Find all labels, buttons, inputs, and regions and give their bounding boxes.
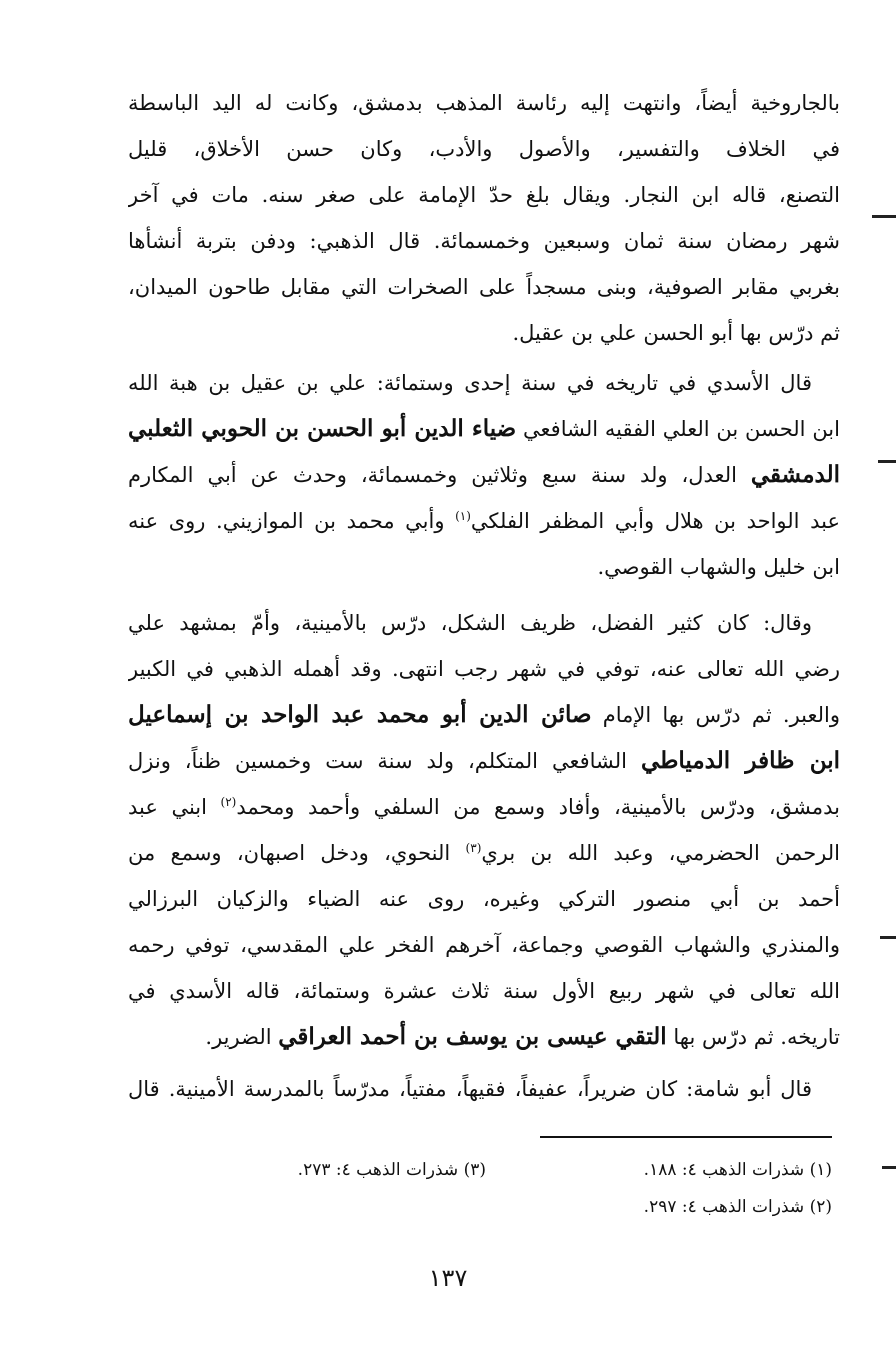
- text-line: [128, 784, 840, 830]
- text-segment: والعبر. ثم درّس بها الإمام: [591, 703, 840, 727]
- text-segment: النحوي، ودخل اصبهان، وسمع من: [128, 841, 466, 865]
- text-line: شهر رمضان سنة ثمان وسبعين وخمسمائة. قال الذهبي: ودفن بتربة أنشأها: [128, 229, 840, 253]
- footnote-number: (٣): [463, 1160, 486, 1180]
- footnote-text: شذرات الذهب ٤: ١٨٨.: [643, 1160, 805, 1180]
- text-line: أحمد بن أبي منصور التركي وغيره، روى عنه الضياء والزكيان البرزالي: [128, 887, 840, 911]
- text-segment: ابني عبد: [128, 795, 221, 819]
- text-line: [128, 452, 840, 498]
- footnote-ref[interactable]: (٢): [220, 795, 237, 809]
- footnote-1: [644, 1156, 832, 1184]
- text-line: [128, 1014, 840, 1060]
- text-segment: وأبي محمد بن الموازيني. روى عنه: [128, 509, 456, 533]
- scan-edge-mark: [882, 1166, 896, 1169]
- footnote-divider: [540, 1136, 832, 1138]
- scholar-name: التقي عيسى بن يوسف بن أحمد العراقي: [278, 1023, 667, 1050]
- text-line: في الخلاف والتفسير، والأصول والأدب، وكان حسن الأخلاق، قليل: [128, 137, 840, 161]
- paragraph-3: [128, 600, 840, 1060]
- text-line: قال أبو شامة: كان ضريراً، عفيفاً، فقيهاً، مفتياً، مدرّساً بالمدرسة الأمينية. قال: [128, 1077, 812, 1101]
- text-line: وقال: كان كثير الفضل، ظريف الشكل، درّس بالأمينية، وأمّ بمشهد علي: [128, 611, 812, 635]
- scan-edge-mark: [878, 460, 896, 463]
- text-line: بالجاروخية أيضاً، وانتهت إليه رئاسة المذهب بدمشق، وكانت له اليد الباسطة: [128, 91, 840, 115]
- text-segment: ابن الحسن بن العلي الفقيه الشافعي: [516, 417, 840, 441]
- text-segment: الشافعي المتكلم، ولد سنة ست وخمسين ظناً، ونزل: [128, 749, 641, 773]
- text-segment: العدل، ولد سنة سبع وثلاثين وخمسمائة، وحدث عن أبي المكارم: [128, 463, 737, 487]
- text-line: الله تعالى في شهر ربيع الأول سنة ثلاث عشرة وستمائة، قاله الأسدي في: [128, 979, 840, 1003]
- text-line: [128, 692, 840, 738]
- text-line: [128, 830, 840, 876]
- paragraph-2: [128, 360, 840, 590]
- text-line: التصنع، قاله ابن النجار. ويقال بلغ حدّ الإمامة على صغر سنه. مات في آخر: [128, 183, 840, 207]
- footnote-ref[interactable]: (١): [455, 509, 471, 523]
- text-segment: تاريخه. ثم درّس بها: [666, 1025, 840, 1049]
- text-line: قال الأسدي في تاريخه في سنة إحدى وستمائة: علي بن عقيل بن هبة الله: [128, 371, 812, 395]
- text-line: والمنذري والشهاب القوصي وجماعة، آخرهم الفخر علي المقدسي، توفي رحمه: [128, 933, 840, 957]
- paragraph-1: [128, 80, 840, 356]
- footnote-ref[interactable]: (٣): [465, 841, 482, 855]
- text-line: ثم درّس بها أبو الحسن علي بن عقيل.: [512, 321, 840, 345]
- text-line: بغربي مقابر الصوفية، وبنى مسجداً على الصخرات التي مقابل طاحون الميدان،: [128, 275, 840, 299]
- text-line: ابن خليل والشهاب القوصي.: [597, 555, 840, 579]
- paragraph-4: [128, 1066, 840, 1112]
- text-line: [128, 406, 840, 452]
- text-line: [128, 738, 840, 784]
- scholar-name: ابن ظافر الدمياطي: [640, 747, 840, 774]
- footnote-text: شذرات الذهب ٤: ٢٧٣.: [297, 1160, 459, 1180]
- footnote-number: (٢): [809, 1197, 832, 1217]
- page-number: ١٣٧: [428, 1264, 468, 1292]
- scholar-name: الدمشقي: [750, 461, 840, 488]
- footnote-2: [644, 1193, 832, 1221]
- scholar-name: ضياء الدين أبو الحسن بن الحوبي الثعلبي: [128, 415, 517, 442]
- text-segment: بدمشق، ودرّس بالأمينية، وأفاد وسمع من السلفي وأحمد ومحمد: [236, 795, 840, 819]
- footnote-text: شذرات الذهب ٤: ٢٩٧.: [643, 1197, 805, 1217]
- text-line: [128, 498, 840, 544]
- scan-edge-mark: [880, 936, 896, 939]
- footnote-number: (١): [809, 1160, 832, 1180]
- scan-edge-mark: [872, 215, 896, 218]
- text-segment: عبد الواحد بن هلال وأبي المظفر الفلكي: [470, 509, 840, 533]
- text-segment: الرحمن الحضرمي، وعبد الله بن بري: [481, 841, 840, 865]
- text-line: رضي الله تعالى عنه، توفي في شهر رجب انتهى. وقد أهمله الذهبي في الكبير: [128, 657, 840, 681]
- text-segment: الضرير.: [205, 1025, 279, 1049]
- scholar-name: صائن الدين أبو محمد عبد الواحد بن إسماعيل: [128, 701, 592, 728]
- footnote-3: [298, 1156, 486, 1184]
